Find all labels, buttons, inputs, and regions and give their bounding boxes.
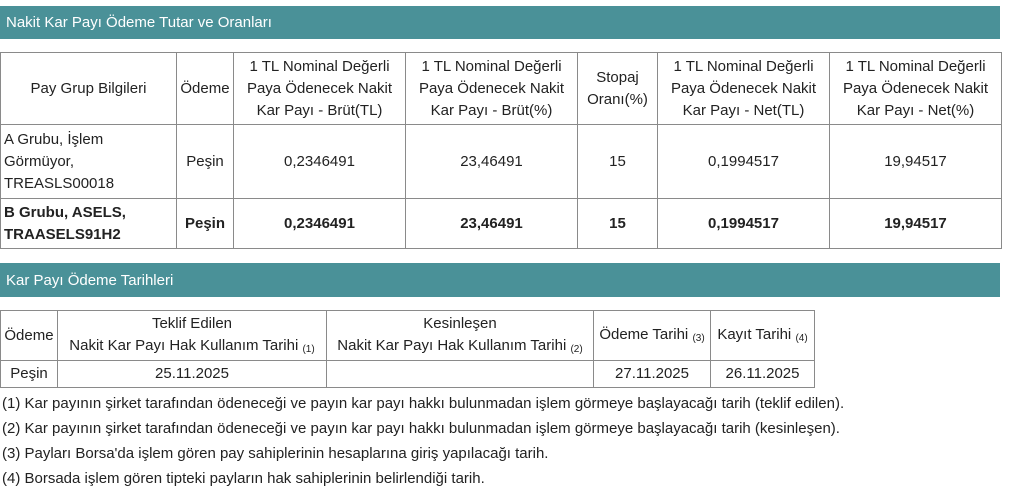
- table-cell: 27.11.2025: [594, 361, 711, 388]
- table-cell: Peşin: [177, 125, 234, 199]
- column-header: Ödeme: [177, 53, 234, 125]
- section-title: Kar Payı Ödeme Tarihleri: [6, 271, 174, 289]
- payment-amounts-table: [0, 52, 1002, 249]
- column-header: 1 TL Nominal Değerli Paya Ödenecek Nakit Kar Payı - Brüt(%): [406, 53, 578, 125]
- footnote: (1) Kar payının şirket tarafından ödeneceği ve payın kar payı hakkı bulunmadan işlem görmeye başlayacağı tarih (teklif edilen).: [2, 395, 845, 412]
- column-header: [58, 311, 327, 361]
- table-header-row: [1, 311, 815, 361]
- column-header: Ödeme: [1, 311, 58, 361]
- footnote-ref: (1): [302, 343, 315, 355]
- table-cell: 0,1994517: [658, 199, 830, 249]
- table-cell: 26.11.2025: [711, 361, 815, 388]
- header-line: Kesinleşen: [423, 314, 497, 332]
- table-cell: 15: [578, 199, 658, 249]
- column-header: 1 TL Nominal Değerli Paya Ödenecek Nakit Kar Payı - Net(TL): [658, 53, 830, 125]
- footnote-ref: (3): [692, 332, 705, 344]
- column-header: [594, 311, 711, 361]
- footnotes: [2, 391, 844, 491]
- footnote-ref: (4): [795, 332, 808, 344]
- table-cell: Peşin: [177, 199, 234, 249]
- column-header: 1 TL Nominal Değerli Paya Ödenecek Nakit Kar Payı - Brüt(TL): [234, 53, 406, 125]
- footnote: (3) Payları Borsa'da işlem gören pay sahiplerinin hesaplarına giriş yapılacağı tarih.: [2, 445, 549, 462]
- table-cell: Peşin: [1, 361, 58, 388]
- table-cell: 0,2346491: [234, 125, 406, 199]
- table-row: [1, 125, 1002, 199]
- payment-dates-table: [0, 310, 815, 388]
- column-header: Stopaj Oranı(%): [578, 53, 658, 125]
- table-cell: 19,94517: [830, 199, 1002, 249]
- table-row: [1, 199, 1002, 249]
- footnote: (4) Borsada işlem gören tipteki payların hak sahiplerinin belirlendiği tarih.: [2, 470, 485, 487]
- table-cell: 19,94517: [830, 125, 1002, 199]
- table-cell: A Grubu, İşlem Görmüyor, TREASLS00018: [1, 125, 177, 199]
- header-line: Nakit Kar Payı Hak Kullanım Tarihi: [337, 336, 567, 354]
- table-cell: [327, 361, 594, 388]
- header-line: Teklif Edilen: [151, 314, 233, 332]
- table-cell: 25.11.2025: [58, 361, 327, 388]
- table-cell: 23,46491: [406, 199, 578, 249]
- table-cell: B Grubu, ASELS, TRAASELS91H2: [1, 199, 177, 249]
- section-title: Nakit Kar Payı Ödeme Tutar ve Oranları: [6, 14, 272, 31]
- column-header: 1 TL Nominal Değerli Paya Ödenecek Nakit Kar Payı - Net(%): [830, 53, 1002, 125]
- header-line: Nakit Kar Payı Hak Kullanım Tarihi: [69, 336, 299, 354]
- table-cell: 0,1994517: [658, 125, 830, 199]
- table-cell: 23,46491: [406, 125, 578, 199]
- column-header: Pay Grup Bilgileri: [1, 53, 177, 125]
- table-row: [1, 361, 815, 388]
- section-header-payment-amounts: [0, 6, 1000, 39]
- column-header: [327, 311, 594, 361]
- footnote-ref: (2): [570, 343, 583, 355]
- header-line: Ödeme Tarihi: [599, 325, 689, 343]
- table-cell: 15: [578, 125, 658, 199]
- table-header-row: [1, 53, 1002, 125]
- section-header-payment-dates: [0, 263, 1000, 297]
- header-line: Kayıt Tarihi: [717, 325, 792, 343]
- column-header: [711, 311, 815, 361]
- table-cell: 0,2346491: [234, 199, 406, 249]
- footnote: (2) Kar payının şirket tarafından ödeneceği ve payın kar payı hakkı bulunmadan işlem görmeye başlayacağı tarih (kesinleşen).: [2, 420, 840, 437]
